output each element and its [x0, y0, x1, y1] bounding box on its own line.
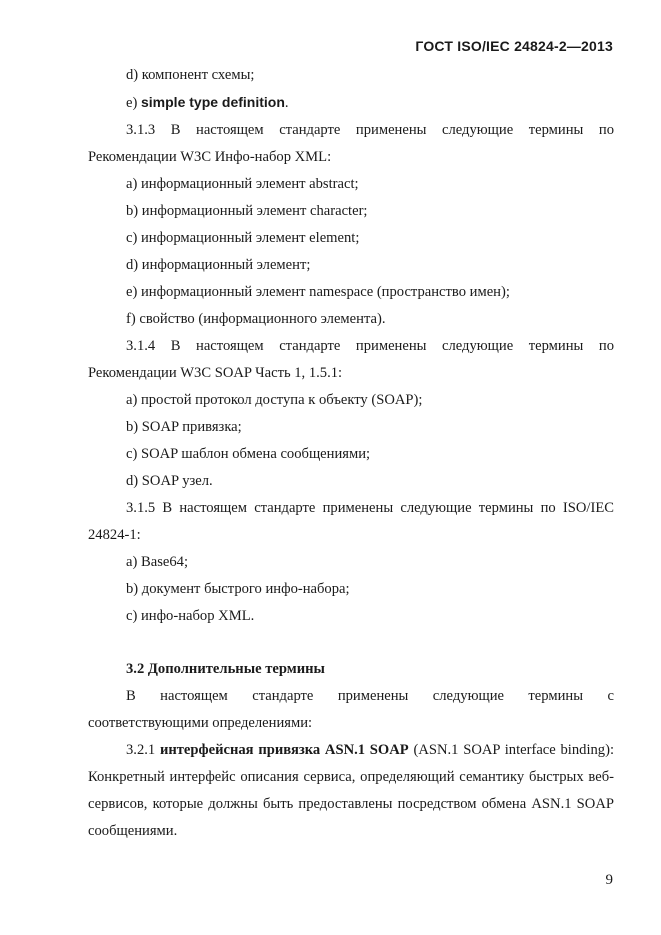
- document-body: [88, 62, 614, 845]
- list-item: c) инфо-набор XML.: [126, 608, 255, 624]
- paragraph-3-1-4: 3.1.4 В настоящем стандарте применены следующие термины по Рекомендации W3C SOAP Часть 1, 1.5.1:: [88, 338, 614, 381]
- section-heading-3-2: 3.2 Дополнительные термины: [126, 661, 325, 677]
- list-item: f) свойство (информационного элемента).: [126, 311, 386, 327]
- paragraph-3-1-5: 3.1.5 В настоящем стандарте применены следующие термины по ISO/IEC 24824-1:: [88, 500, 614, 543]
- list-item: d) информационный элемент;: [126, 257, 311, 273]
- word: В: [126, 688, 136, 704]
- page-number: 9: [605, 872, 613, 888]
- list-item: c) информационный элемент element;: [126, 230, 360, 246]
- document-header: ГОСТ ISO/IEC 24824-2—2013: [415, 38, 613, 54]
- definition-text: (ASN.1 SOAP interface binding): Конкретный интерфейс описания сервиса, определяющий семантику быстрых веб-сервисов, которые должны быть предоставлены посредством обмена ASN.1 SOAP сообщениями.: [88, 742, 615, 839]
- word: термины: [528, 688, 584, 704]
- paragraph-3-1-3: 3.1.3 В настоящем стандарте применены следующие термины по Рекомендации W3C Инфо-набор XML:: [88, 122, 614, 165]
- word: применены: [337, 688, 409, 704]
- word: следующие: [432, 688, 504, 704]
- list-item: b) информационный элемент character;: [126, 203, 368, 219]
- paragraph-3-2-intro-cont: соответствующими определениями:: [88, 715, 313, 731]
- list-item-prefix: e): [126, 95, 141, 111]
- word: настоящем: [160, 688, 228, 704]
- list-item: c) SOAP шаблон обмена сообщениями;: [126, 446, 371, 462]
- list-item-suffix: .: [284, 95, 289, 111]
- list-item: a) простой протокол доступа к объекту (SOAP);: [126, 392, 423, 408]
- list-item: a) информационный элемент abstract;: [126, 176, 359, 192]
- list-item: b) SOAP привязка;: [126, 419, 242, 435]
- list-item: a) Base64;: [126, 554, 189, 570]
- definition-term: интерфейсная привязка ASN.1 SOAP: [159, 742, 409, 758]
- definition-number: 3.2.1: [126, 742, 160, 758]
- list-item: d) компонент схемы;: [126, 67, 255, 83]
- term-simple-type-definition: simple type definition: [141, 94, 285, 110]
- word: стандарте: [252, 688, 314, 704]
- word: с: [607, 688, 614, 704]
- definition-3-2-1: [88, 737, 614, 845]
- list-item: [88, 89, 614, 117]
- list-item: d) SOAP узел.: [126, 473, 213, 489]
- list-item: b) документ быстрого инфо-набора;: [126, 581, 350, 597]
- paragraph-3-2-intro-line: [88, 683, 614, 710]
- list-item: e) информационный элемент namespace (пространство имен);: [126, 284, 510, 300]
